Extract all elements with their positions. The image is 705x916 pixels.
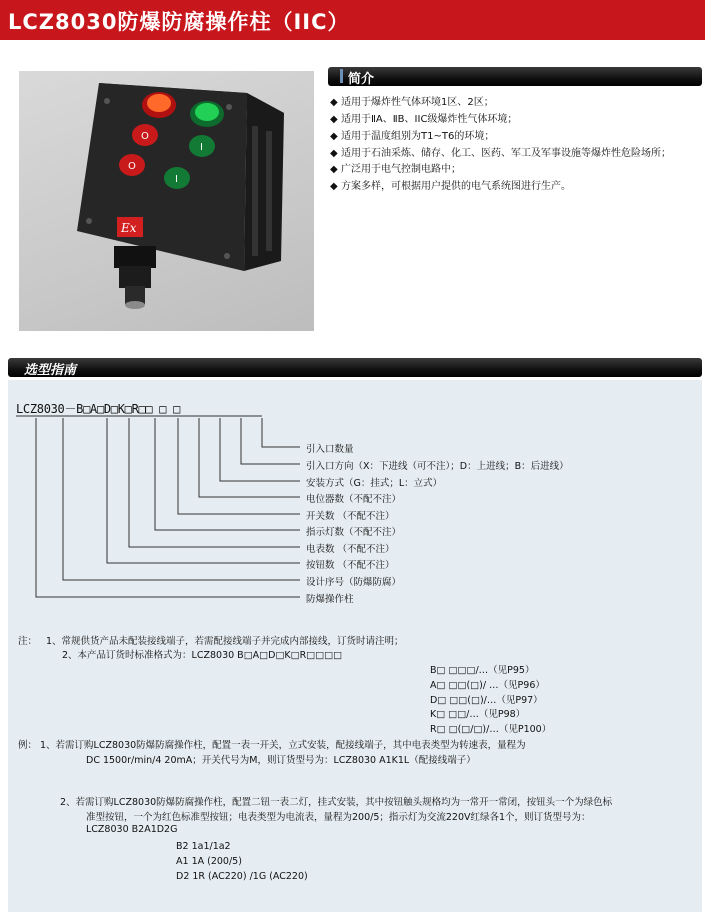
option-design-series: 设计序号（防爆防腐） (306, 577, 402, 588)
format-r: R□ □(□/□)/…（见P100） (430, 724, 552, 735)
example-1-line-1: 1、若需订购LCZ8030防爆防腐操作柱，配置一表一开关，立式安装，配接线端子，其中电表类型为转速表，量程为 (40, 740, 526, 751)
note-2: 2、本产品订货时标准格式为：LCZ8030 B□A□D□K□R□□□□ (62, 650, 343, 661)
svg-text:I: I (175, 174, 178, 185)
intro-title: 简介 (348, 72, 375, 87)
option-product: 防爆操作柱 (306, 594, 354, 605)
option-switch: 开关数 （不配不注） (306, 511, 395, 522)
example-2-line-1: 2、若需订购LCZ8030防爆防腐操作柱，配置二钮一表二灯，挂式安装，其中按钮触头规格均为一常开一常闭，按钮头一个为绿色标 (60, 797, 613, 808)
example-1-line-2: DC 1500r/min/4 20mA；开关代号为M，则订货型号为：LCZ8030 A1K1L（配接线端子） (86, 755, 476, 766)
format-d: D□ □□(□)/…（见P97） (430, 695, 543, 706)
diamond-bullet-icon: ◆ (330, 164, 338, 175)
svg-text:O: O (128, 161, 136, 172)
example-2-line-2: 准型按钮，一个为红色标准型按钮；电表类型为电流表，量程为200/5；指示灯为交流220V红绿各1个，则订货型号为： (86, 812, 591, 823)
option-button: 按钮数 （不配不注） (306, 560, 395, 571)
model-code: LCZ8030－B□A□D□K□R□□ □ □ (16, 402, 181, 416)
intro-item: ◆ 适用于ⅡA、ⅡB、IIC级爆炸性气体环境； (330, 114, 518, 125)
intro-item: ◆ 适用于石油采炼、储存、化工、医药、军工及军事设施等爆炸性危险场所； (330, 148, 671, 159)
svg-text:O: O (141, 131, 149, 142)
format-b: B□ □□□/…（见P95） (430, 665, 535, 676)
notes-label: 注： (18, 636, 38, 647)
option-entry-count: 引入口数量 (306, 444, 354, 455)
option-mounting: 安装方式（G：挂式；L：立式） (306, 478, 443, 489)
guide-title: 选型指南 (24, 363, 77, 378)
intro-item: ◆ 方案多样，可根据用户提供的电气系统图进行生产。 (330, 181, 571, 192)
page-title: LCZ8030防爆防腐操作柱（IIC） (8, 10, 350, 34)
intro-item: ◆ 适用于温度组别为T1~T6的环境； (330, 131, 495, 142)
example-2-detail-a: A1 1A (200/5) (176, 856, 242, 867)
diamond-bullet-icon: ◆ (330, 97, 338, 108)
format-k: K□ □□/…（见P98） (430, 709, 526, 720)
diamond-bullet-icon: ◆ (330, 114, 338, 125)
intro-item: ◆ 广泛用于电气控制电路中； (330, 164, 461, 175)
option-entry-direction: 引入口方向（X：下进线（可不注）；D：上进线；B：后进线） (306, 461, 569, 472)
intro-item: ◆ 适用于爆炸性气体环境1区、2区； (330, 97, 494, 108)
note-1: 1、常规供货产品未配装接线端子，若需配接线端子并完成内部接线，订货时请注明； (46, 636, 404, 647)
option-indicator: 指示灯数（不配不注） (306, 527, 402, 538)
svg-text:Ex: Ex (121, 221, 137, 235)
diamond-bullet-icon: ◆ (330, 181, 338, 192)
option-potentiometer: 电位器数（不配不注） (306, 494, 402, 505)
examples-label: 例： (18, 740, 38, 751)
option-meter: 电表数 （不配不注） (306, 544, 395, 555)
example-2-detail-d: D2 1R (AC220) /1G (AC220) (176, 871, 308, 882)
diamond-bullet-icon: ◆ (330, 148, 338, 159)
svg-text:I: I (200, 142, 203, 153)
example-2-line-3: LCZ8030 B2A1D2G (86, 824, 178, 835)
format-a: A□ □□(□)/ …（见P96） (430, 680, 545, 691)
example-2-detail-b: B2 1a1/1a2 (176, 841, 231, 852)
diamond-bullet-icon: ◆ (330, 131, 338, 142)
